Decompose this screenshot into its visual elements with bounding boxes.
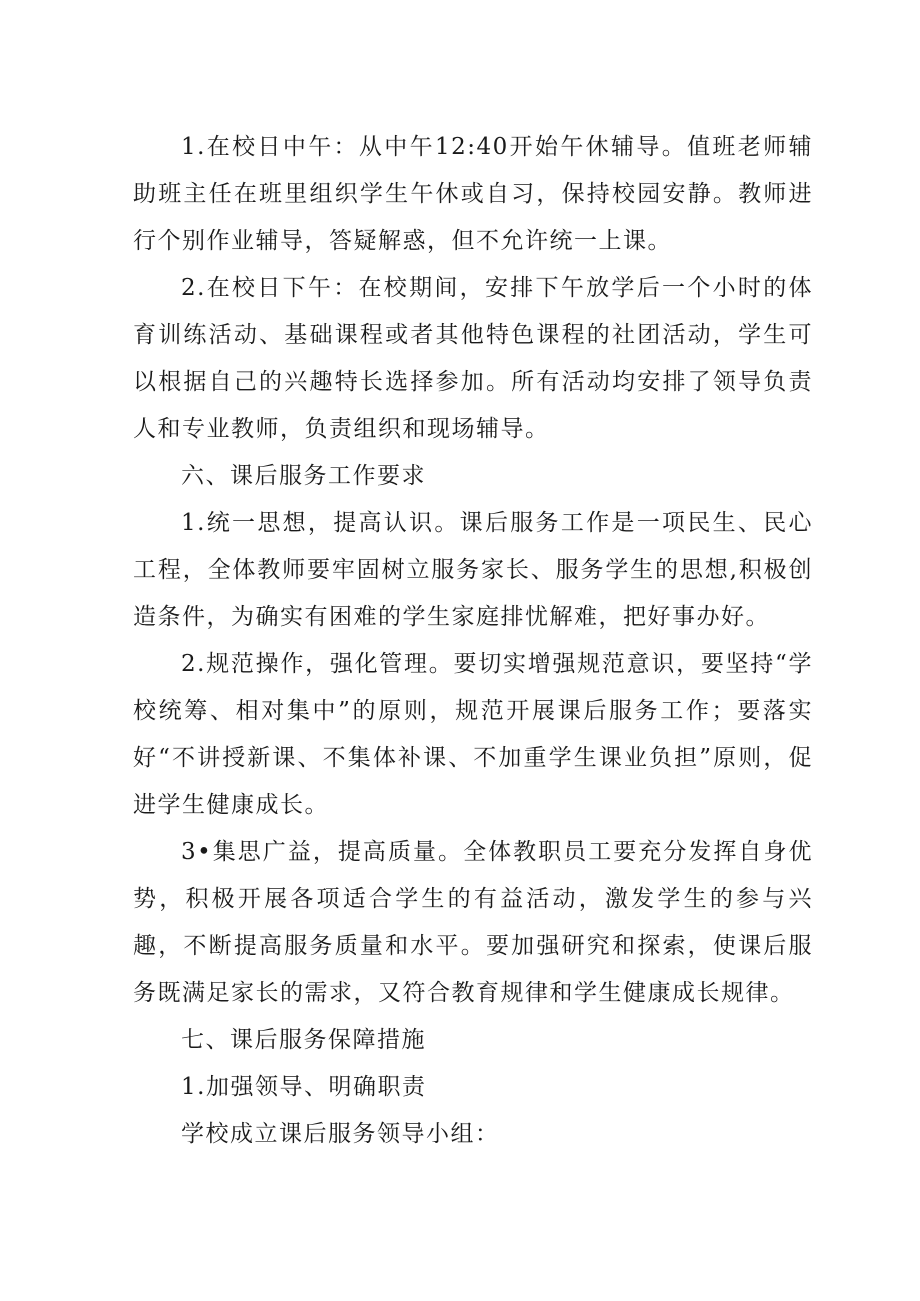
- paragraph-unify-thinking: 1.统一思想，提高认识。课后服务工作是一项民生、民心工程，全体教师要牢固树立服务家长、服务学生的思想,积极创造条件，为确实有困难的学生家庭排忧解难，把好事办好。: [133, 510, 813, 630]
- section-heading-safeguards: 七、课后服务保障措施: [181, 1027, 426, 1053]
- paragraph-noon-tutoring: 1.在校日中午：从中午12:40开始午休辅导。值班老师辅助班主任在班里组织学生午休或自习，保持校园安静。教师进行个别作业辅导，答疑解惑，但不允许统一上课。: [133, 134, 813, 254]
- subheading-leadership: 1.加强领导、明确职责: [181, 1074, 427, 1100]
- paragraph-afternoon-activities: 2.在校日下午：在校期间，安排下午放学后一个小时的体育训练活动、基础课程或者其他特色课程的社团活动，学生可以根据自己的兴趣特长选择参加。所有活动均安排了领导负责人和专业教师，负责组织和现场辅导。: [133, 275, 813, 442]
- paragraph-leadership-group: 学校成立课后服务领导小组：: [181, 1121, 500, 1147]
- paragraph-standardize-operations: 2.规范操作，强化管理。要切实增强规范意识，要坚持“学校统筹、相对集中”的原则，规范开展课后服务工作；要落实好“不讲授新课、不集体补课、不加重学生课业负担”原则，促进学生健康成长。: [133, 651, 813, 818]
- section-heading-requirements: 六、课后服务工作要求: [181, 463, 426, 489]
- paragraph-improve-quality: 3•集思广益，提高质量。全体教职员工要充分发挥自身优势，积极开展各项适合学生的有益活动，激发学生的参与兴趣，不断提高服务质量和水平。要加强研究和探索，使课后服务既满足家长的需求，又符合教育规律和学生健康成长规律。: [133, 839, 813, 1006]
- document-body: [133, 124, 813, 1158]
